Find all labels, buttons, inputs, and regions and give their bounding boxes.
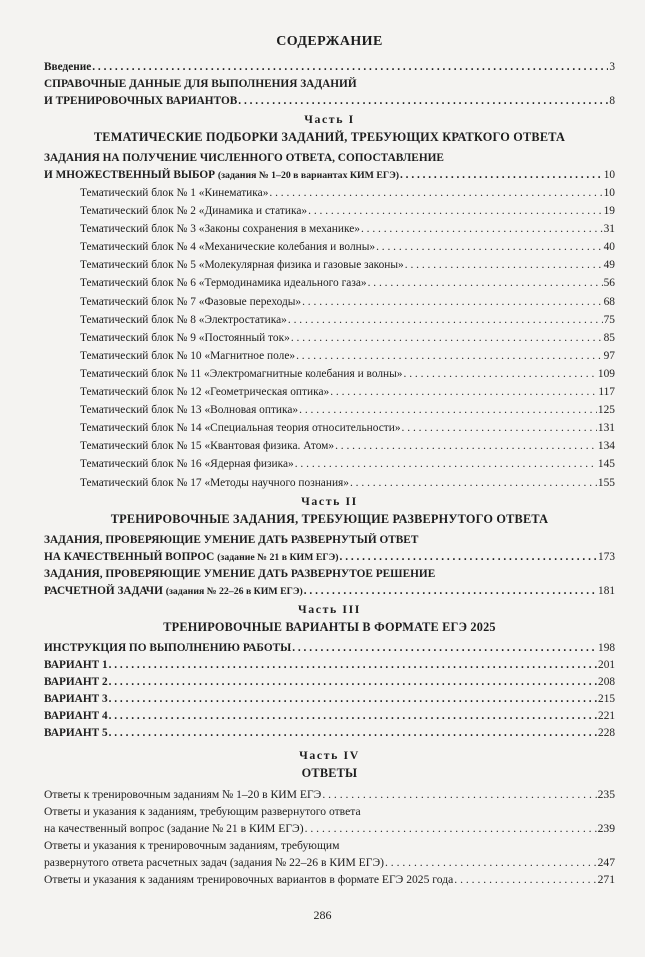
entry-label: Тематический блок № 8 «Электростатика» bbox=[80, 313, 287, 326]
entry-page: 271 bbox=[597, 872, 615, 886]
dot-leader bbox=[308, 202, 602, 220]
dot-leader bbox=[454, 871, 596, 888]
dot-leader bbox=[385, 854, 597, 871]
toc-entry-answers-2 bbox=[44, 820, 615, 837]
entry-label: ВАРИАНТ 4 bbox=[44, 709, 108, 722]
entry-label: развернутого ответа расчетных задач (задания № 22–26 в КИМ ЕГЭ) bbox=[44, 855, 384, 869]
part-4-heading: ОТВЕТЫ bbox=[301, 765, 358, 780]
entry-label: И ТРЕНИРОВОЧНЫХ ВАРИАНТОВ bbox=[44, 95, 238, 107]
dot-leader bbox=[288, 311, 603, 329]
entry-page: 198 bbox=[598, 641, 615, 654]
part-2-label: Часть II bbox=[301, 493, 358, 508]
dot-leader bbox=[376, 238, 603, 256]
toc-entry-thematic-block bbox=[44, 329, 615, 347]
entry-note: (задания № 22–26 в КИМ ЕГЭ) bbox=[165, 585, 303, 597]
dot-leader bbox=[299, 401, 597, 419]
entry-page: 221 bbox=[598, 709, 615, 722]
entry-label: Тематический блок № 1 «Кинематика» bbox=[80, 187, 269, 199]
toc-entry-variant bbox=[44, 640, 615, 657]
entry-label: Тематический блок № 14 «Специальная теория относительности» bbox=[80, 422, 401, 435]
entry-note: (задание № 21 в КИМ ЕГЭ) bbox=[217, 551, 339, 563]
toc-entry-variant bbox=[44, 657, 615, 674]
entry-label bbox=[44, 167, 399, 184]
dot-leader bbox=[350, 474, 597, 492]
toc-entry-variant bbox=[44, 708, 615, 725]
entry-label: Тематический блок № 3 «Законы сохранения в механике» bbox=[80, 223, 360, 236]
dot-leader bbox=[291, 329, 603, 347]
dot-leader bbox=[238, 93, 608, 110]
entry-label: Тематический блок № 16 «Ядерная физика» bbox=[80, 458, 294, 471]
dot-leader bbox=[109, 691, 597, 708]
part-2-section-2-line-1: ЗАДАНИЯ, ПРОВЕРЯЮЩИЕ УМЕНИЕ ДАТЬ РАЗВЕРНУТОЕ РЕШЕНИЕ bbox=[44, 567, 436, 580]
entry-label bbox=[44, 549, 339, 566]
entry-label-main: НА КАЧЕСТВЕННЫЙ ВОПРОС bbox=[44, 550, 215, 563]
entry-page: 155 bbox=[597, 476, 615, 489]
toc-entry-thematic-block bbox=[44, 202, 615, 220]
entry-page: 85 bbox=[603, 331, 615, 344]
toc-entry-answers-3 bbox=[44, 854, 615, 871]
entry-page: 31 bbox=[603, 223, 615, 236]
entry-label: Тематический блок № 10 «Магнитное поле» bbox=[80, 349, 296, 362]
dot-leader bbox=[92, 59, 608, 76]
entry-page: 49 bbox=[603, 259, 615, 272]
entry-page: 215 bbox=[598, 692, 615, 705]
dot-leader bbox=[292, 640, 597, 657]
toc-entry-thematic-block bbox=[44, 256, 615, 274]
entry-label: Тематический блок № 2 «Динамика и статика» bbox=[80, 205, 308, 218]
dot-leader bbox=[305, 820, 597, 837]
dot-leader bbox=[304, 583, 597, 600]
dot-leader bbox=[295, 455, 597, 473]
toc-entry-thematic-block bbox=[44, 347, 615, 365]
toc-entry-answers-1 bbox=[44, 786, 615, 803]
entry-label: ВАРИАНТ 5 bbox=[44, 726, 108, 739]
part-3-heading: ТРЕНИРОВОЧНЫЕ ВАРИАНТЫ В ФОРМАТЕ ЕГЭ 2025 bbox=[163, 619, 496, 634]
entry-label: ВАРИАНТ 2 bbox=[44, 675, 108, 688]
dot-leader bbox=[269, 184, 602, 202]
part-2-section-1-line-1: ЗАДАНИЯ, ПРОВЕРЯЮЩИЕ УМЕНИЕ ДАТЬ РАЗВЕРНУТЫЙ ОТВЕТ bbox=[44, 533, 419, 546]
page-title: СОДЕРЖАНИЕ bbox=[276, 34, 383, 49]
entry-label: Тематический блок № 13 «Волновая оптика» bbox=[80, 404, 299, 417]
entry-page: 247 bbox=[597, 855, 615, 869]
reference-line-1: СПРАВОЧНЫЕ ДАННЫЕ ДЛЯ ВЫПОЛНЕНИЯ ЗАДАНИЙ bbox=[44, 78, 357, 90]
entry-page: 10 bbox=[603, 187, 615, 199]
dot-leader bbox=[400, 167, 603, 184]
entry-label: Тематический блок № 9 «Постоянный ток» bbox=[80, 331, 290, 344]
answers-3-line-1: Ответы и указания к тренировочным заданиям, требующим bbox=[44, 838, 340, 852]
entry-note: (задания № 1–20 в вариантах КИМ ЕГЭ) bbox=[217, 170, 400, 181]
entry-label: Тематический блок № 17 «Методы научного познания» bbox=[80, 476, 349, 489]
answers-2-line-1: Ответы и указания к заданиям, требующим развернутого ответа bbox=[44, 804, 361, 818]
entry-page: 68 bbox=[603, 295, 615, 308]
toc-entry-thematic-block bbox=[44, 401, 615, 419]
toc-entry-reference bbox=[44, 93, 615, 110]
toc-entry-thematic-block bbox=[44, 474, 615, 492]
entry-page: 40 bbox=[603, 241, 615, 254]
entry-label: ВАРИАНТ 1 bbox=[44, 658, 108, 671]
toc-entry-part-2-section-1 bbox=[44, 549, 615, 566]
page-number: 286 bbox=[313, 908, 332, 922]
entry-label: Тематический блок № 12 «Геометрическая оптика» bbox=[80, 386, 330, 399]
dot-leader bbox=[405, 256, 603, 274]
part-1-label: Часть I bbox=[304, 112, 355, 126]
part-1-section-line-1: ЗАДАНИЯ НА ПОЛУЧЕНИЕ ЧИСЛЕННОГО ОТВЕТА, СОПОСТАВЛЕНИЕ bbox=[44, 152, 444, 164]
entry-label: Ответы и указания к заданиям тренировочных вариантов в формате ЕГЭ 2025 года bbox=[44, 872, 454, 886]
toc-entry-thematic-block bbox=[44, 437, 615, 455]
entry-page: 201 bbox=[598, 658, 615, 671]
entry-label: Тематический блок № 4 «Механические колебания и волны» bbox=[80, 241, 376, 254]
entry-page: 145 bbox=[597, 458, 615, 471]
entry-page: 228 bbox=[598, 726, 615, 739]
entry-label: Ответы к тренировочным заданиям № 1–20 в КИМ ЕГЭ bbox=[44, 787, 322, 801]
dot-leader bbox=[368, 274, 603, 292]
entry-page: 97 bbox=[603, 349, 615, 362]
toc-entry-answers-4 bbox=[44, 871, 615, 888]
thematic-blocks-list bbox=[44, 184, 615, 492]
entry-page: 173 bbox=[598, 550, 615, 563]
entry-page: 109 bbox=[597, 367, 615, 380]
toc-entry-thematic-block bbox=[44, 184, 615, 202]
entry-page: 131 bbox=[597, 422, 615, 435]
part-1-heading: ТЕМАТИЧЕСКИЕ ПОДБОРКИ ЗАДАНИЙ, ТРЕБУЮЩИХ КРАТКОГО ОТВЕТА bbox=[93, 130, 566, 144]
dot-leader bbox=[335, 437, 597, 455]
entry-page: 10 bbox=[603, 169, 615, 181]
dot-leader bbox=[404, 365, 597, 383]
dot-leader bbox=[109, 674, 597, 691]
toc-entry-thematic-block bbox=[44, 419, 615, 437]
part-4-label: Часть IV bbox=[299, 747, 360, 762]
toc-entry-thematic-block bbox=[44, 274, 615, 292]
entry-label: Введение bbox=[44, 61, 92, 73]
entry-page: 208 bbox=[598, 675, 615, 688]
part-3-label: Часть III bbox=[298, 601, 361, 616]
entry-label: Тематический блок № 6 «Термодинамика идеального газа» bbox=[80, 277, 367, 290]
entry-page: 3 bbox=[609, 61, 615, 73]
dot-leader bbox=[302, 293, 603, 311]
dot-leader bbox=[402, 419, 597, 437]
dot-leader bbox=[330, 383, 597, 401]
toc-entry-thematic-block bbox=[44, 383, 615, 401]
entry-page: 235 bbox=[597, 787, 615, 801]
toc-entry-thematic-block bbox=[44, 311, 615, 329]
entry-label: Тематический блок № 15 «Квантовая физика. Атом» bbox=[80, 440, 335, 453]
dot-leader bbox=[296, 347, 603, 365]
dot-leader bbox=[109, 657, 597, 674]
toc-entry-thematic-block bbox=[44, 293, 615, 311]
dot-leader bbox=[340, 549, 598, 566]
entry-page: 125 bbox=[597, 404, 615, 417]
toc-entry-thematic-block bbox=[44, 220, 615, 238]
dot-leader bbox=[361, 220, 603, 238]
dot-leader bbox=[322, 786, 596, 803]
toc-entry-variant bbox=[44, 674, 615, 691]
toc-entry-part-1-section bbox=[44, 167, 615, 184]
toc-entry-thematic-block bbox=[44, 455, 615, 473]
toc-entry-variant bbox=[44, 691, 615, 708]
toc-entry-intro bbox=[44, 59, 615, 76]
entry-label: ИНСТРУКЦИЯ ПО ВЫПОЛНЕНИЮ РАБОТЫ bbox=[44, 641, 292, 654]
entry-page: 117 bbox=[598, 386, 615, 399]
dot-leader bbox=[109, 708, 597, 725]
toc-entry-variant bbox=[44, 725, 615, 742]
entry-label: Тематический блок № 11 «Электромагнитные колебания и волны» bbox=[80, 367, 403, 380]
entry-label-main: РАСЧЕТНОЙ ЗАДАЧИ bbox=[44, 584, 163, 597]
entry-page: 19 bbox=[603, 205, 615, 218]
entry-page: 181 bbox=[598, 584, 615, 597]
toc-entry-part-2-section-2 bbox=[44, 583, 615, 600]
entry-label: ВАРИАНТ 3 bbox=[44, 692, 108, 705]
toc-entry-thematic-block bbox=[44, 238, 615, 256]
part-2-heading: ТРЕНИРОВОЧНЫЕ ЗАДАНИЯ, ТРЕБУЮЩИЕ РАЗВЕРНУТОГО ОТВЕТА bbox=[110, 511, 549, 526]
entry-label: Тематический блок № 5 «Молекулярная физика и газовые законы» bbox=[80, 259, 404, 272]
entry-page: 134 bbox=[597, 440, 615, 453]
entry-page: 75 bbox=[603, 313, 615, 326]
variants-list bbox=[44, 640, 615, 742]
entry-page: 239 bbox=[597, 821, 615, 835]
entry-page: 8 bbox=[609, 95, 615, 107]
entry-page: 56 bbox=[603, 277, 615, 290]
entry-label bbox=[44, 583, 303, 600]
entry-label: на качественный вопрос (задание № 21 в КИМ ЕГЭ) bbox=[44, 821, 304, 835]
entry-label-main: И МНОЖЕСТВЕННЫЙ ВЫБОР bbox=[44, 169, 216, 181]
entry-label: Тематический блок № 7 «Фазовые переходы» bbox=[80, 295, 302, 308]
toc-entry-thematic-block bbox=[44, 365, 615, 383]
dot-leader bbox=[109, 725, 597, 742]
